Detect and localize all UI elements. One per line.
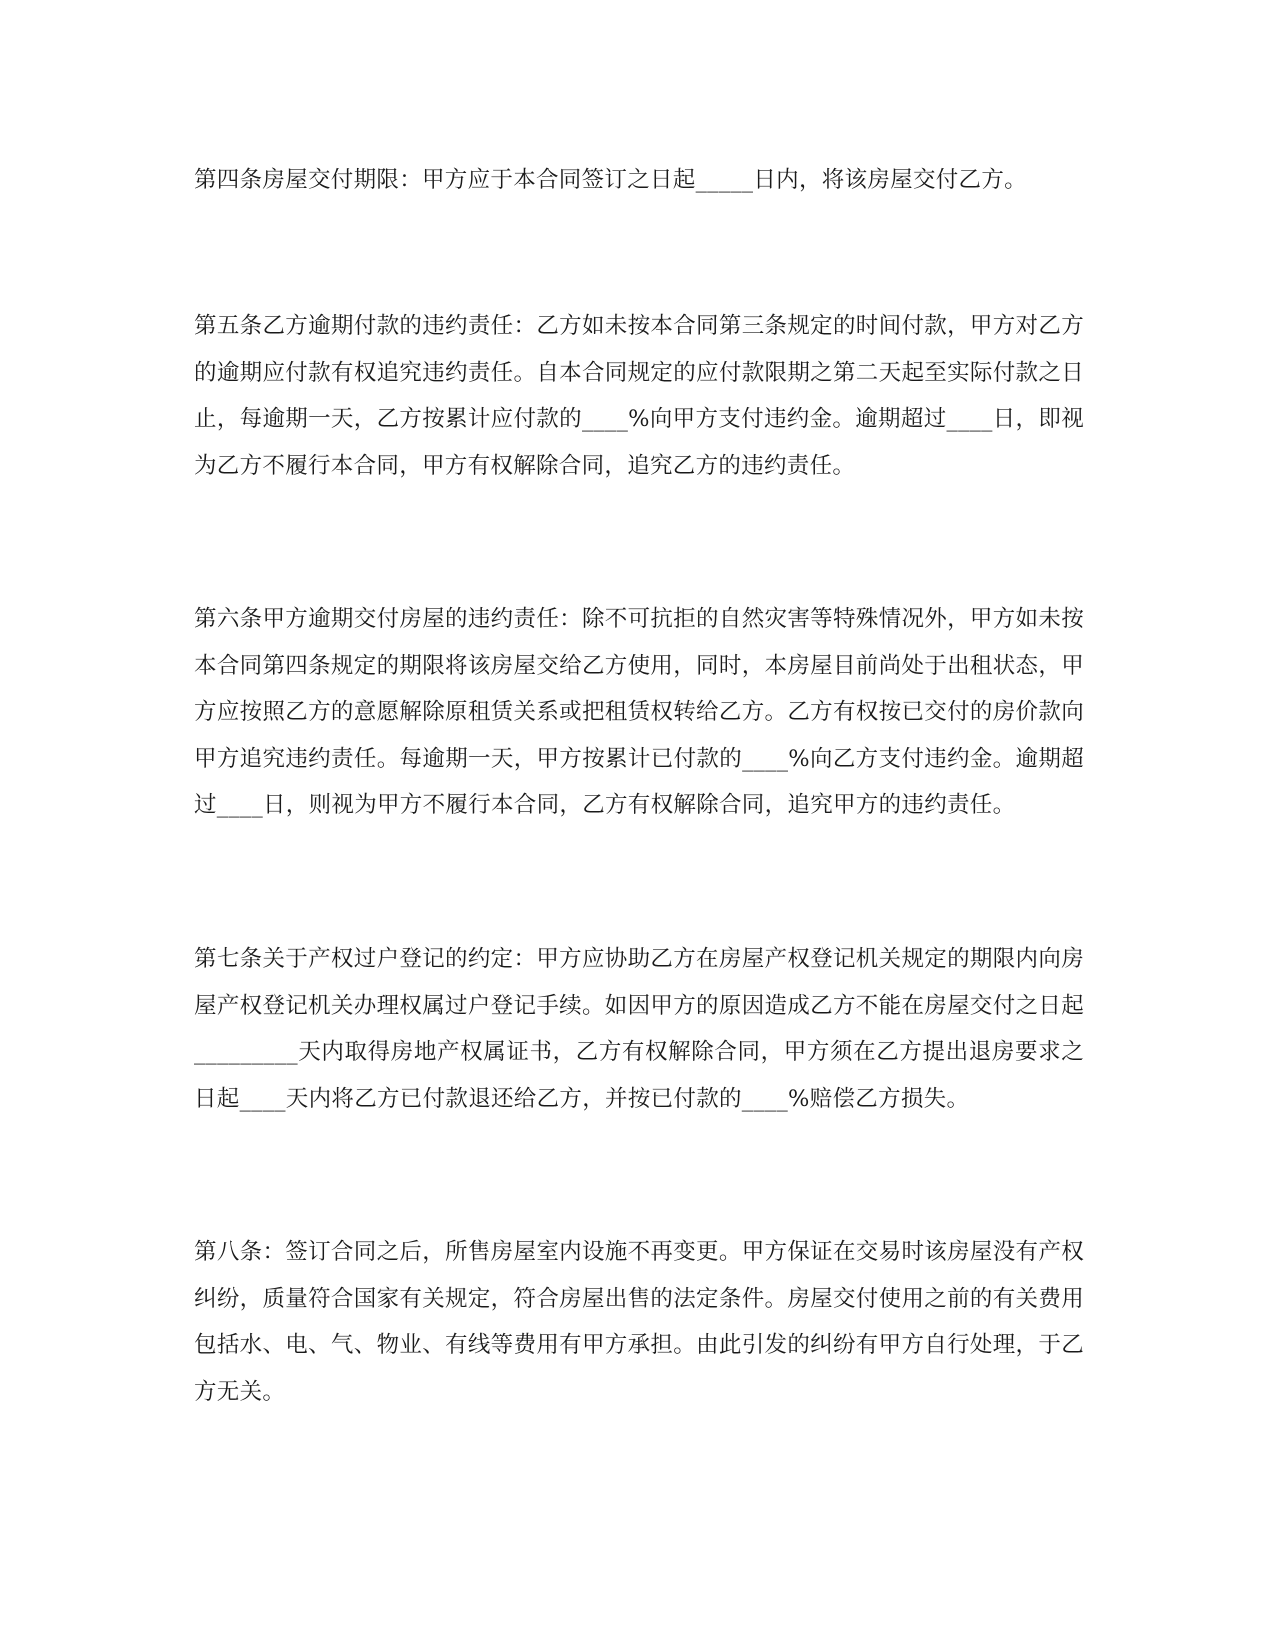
article-7-paragraph: 第七条关于产权过户登记的约定：甲方应协助乙方在房屋产权登记机关规定的期限内向房屋产权登记机关办理权属过户登记手续。如因甲方的原因造成乙方不能在房屋交付之日起_________天内取得房地产权属证书，乙方有权解除合同，甲方须在乙方提出退房要求之日起____天内将乙方已付款退还给乙方，并按已付款的____%赔偿乙方损失。 — [194, 946, 1084, 1112]
article-6-paragraph: 第六条甲方逾期交付房屋的违约责任：除不可抗拒的自然灾害等特殊情况外，甲方如未按本合同第四条规定的期限将该房屋交给乙方使用，同时，本房屋目前尚处于出租状态，甲方应按照乙方的意愿解除原租赁关系或把租赁权转给乙方。乙方有权按已交付的房价款向甲方追究违约责任。每逾期一天，甲方按累计已付款的____%向乙方支付违约金。逾期超过____日，则视为甲方不履行本合同，乙方有权解除合同，追究甲方的违约责任。 — [194, 606, 1084, 819]
article-8-paragraph: 第八条：签订合同之后，所售房屋室内设施不再变更。甲方保证在交易时该房屋没有产权纠纷，质量符合国家有关规定，符合房屋出售的法定条件。房屋交付使用之前的有关费用包括水、电、气、物业、有线等费用有甲方承担。由此引发的纠纷有甲方自行处理，于乙方无关。 — [194, 1239, 1084, 1405]
article-4-paragraph: 第四条房屋交付期限：甲方应于本合同签订之日起_____日内，将该房屋交付乙方。 — [194, 167, 1027, 193]
article-5-paragraph: 第五条乙方逾期付款的违约责任：乙方如未按本合同第三条规定的时间付款，甲方对乙方的逾期应付款有权追究违约责任。自本合同规定的应付款限期之第二天起至实际付款之日止，每逾期一天，乙方按累计应付款的____%向甲方支付违约金。逾期超过____日，即视为乙方不履行本合同，甲方有权解除合同，追究乙方的违约责任。 — [194, 313, 1084, 479]
